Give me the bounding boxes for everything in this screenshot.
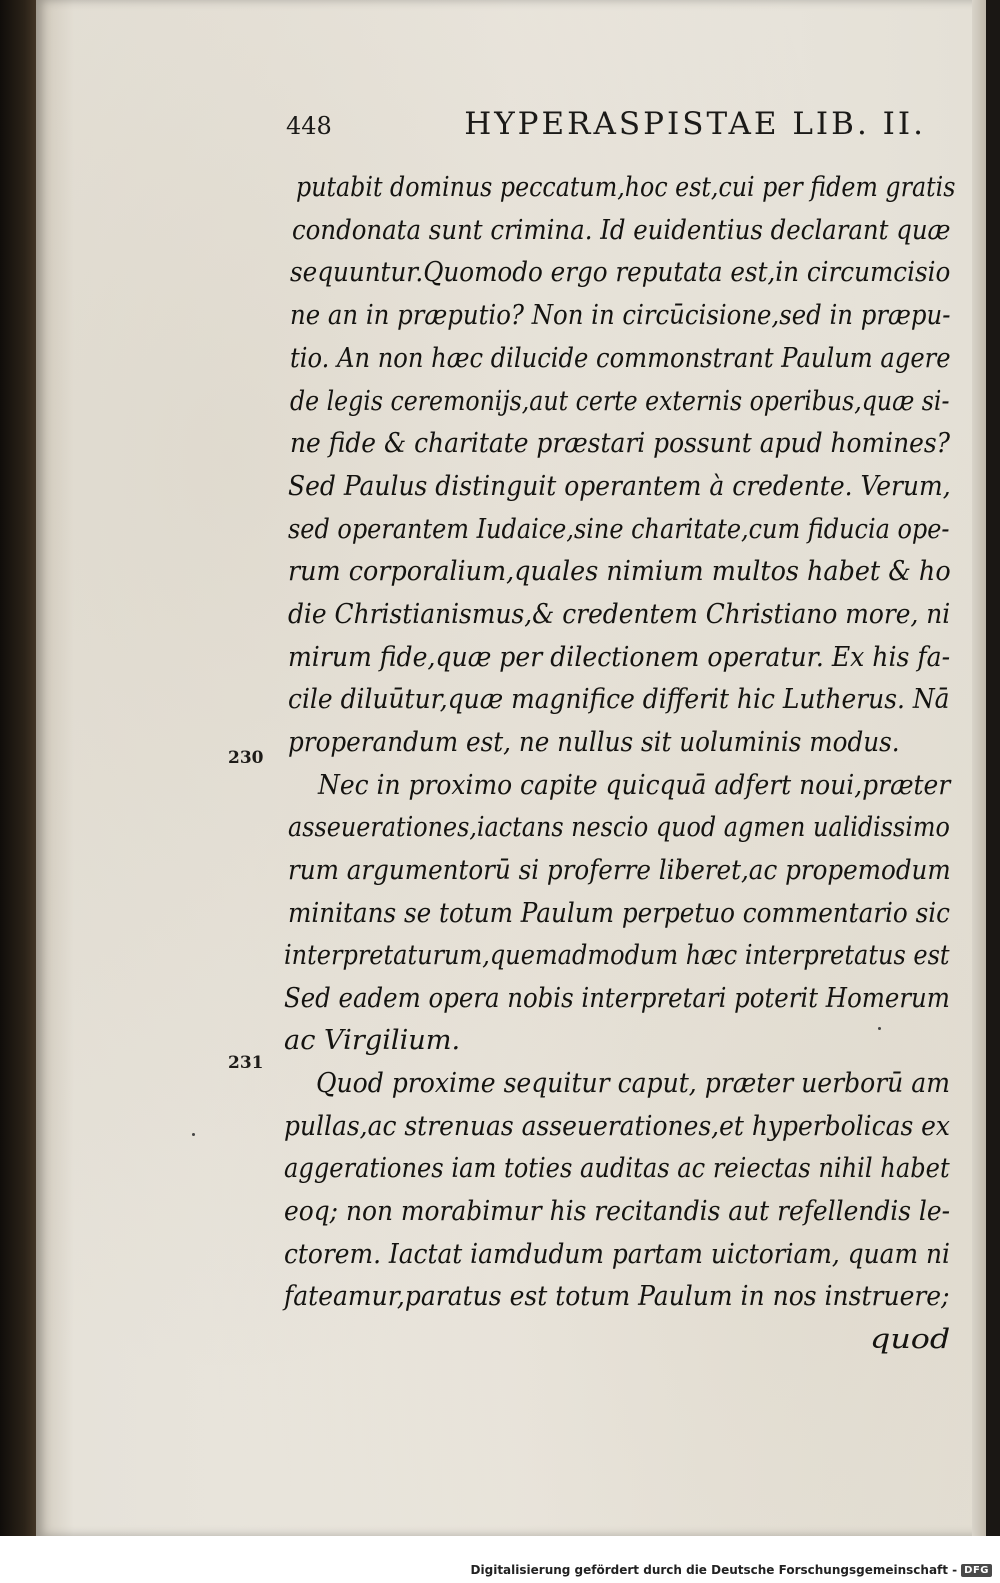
text-line: die Christianismus,& credentem Christiano more, ni	[288, 599, 951, 630]
text-line: Quod proxime sequitur caput, præter uerborū am	[316, 1068, 950, 1099]
text-line: Nec in proximo capite quicquā adfert noui,præter	[318, 770, 951, 801]
page-number: 448	[286, 112, 332, 140]
credit-text: Digitalisierung gefördert durch die Deutsche Forschungsgemeinschaft -	[470, 1563, 958, 1577]
ink-speck	[192, 1133, 195, 1136]
text-line: ne fide & charitate præstari possunt apud homines?	[290, 428, 951, 459]
digitization-credit	[471, 1563, 992, 1577]
text-line: sed operantem Iudaice,sine charitate,cum fiducia ope-	[288, 514, 950, 545]
dfg-logo: DFG	[961, 1564, 992, 1577]
text-line: putabit dominus peccatum,hoc est,cui per fidem gratis	[296, 172, 956, 203]
margin-note-230: 230	[228, 748, 264, 768]
text-line: cile diluūtur,quæ magnifice differit hic Lutherus. Nā	[288, 684, 950, 715]
footer-strip	[0, 1536, 1000, 1583]
running-title: HYPERASPISTAE LIB. II.	[464, 106, 926, 142]
page-edge	[972, 0, 986, 1536]
margin-note-231: 231	[228, 1053, 264, 1073]
text-line: quod	[870, 1324, 951, 1355]
text-line: de legis ceremonijs,aut certe externis operibus,quæ si-	[290, 386, 950, 417]
running-header	[286, 106, 926, 142]
text-line: ne an in præputio? Non in circūcisione,sed in præpu-	[290, 300, 951, 331]
text-line: mirum fide,quæ per dilectionem operatur. Ex his fa-	[288, 642, 951, 673]
text-line: pullas,ac strenuas asseuerationes,et hyperbolicas ex	[284, 1111, 951, 1142]
text-line: ctorem. Iactat iamdudum partam uictoriam, quam ni	[284, 1239, 950, 1270]
text-line: asseuerationes,iactans nescio quod agmen ualidissimo	[288, 812, 950, 843]
text-line: rum argumentorū si proferre liberet,ac propemodum	[288, 855, 951, 886]
ink-speck	[878, 1027, 881, 1030]
text-line: Sed eadem opera nobis interpretari poterit Homerum	[284, 983, 950, 1014]
text-line: aggerationes iam toties auditas ac reiectas nihil habet	[284, 1153, 950, 1184]
text-line: tio. An non hæc dilucide commonstrant Paulum agere	[290, 343, 951, 374]
text-line: properandum est, ne nullus sit uoluminis modus.	[288, 727, 900, 758]
text-line: Sed Paulus distinguit operantem à credente. Verum,	[288, 471, 951, 502]
text-line: minitans se totum Paulum perpetuo commentario sic	[288, 898, 950, 929]
text-line: ac Virgilium.	[284, 1025, 461, 1056]
text-line: fateamur,paratus est totum Paulum in nos instruere;	[284, 1281, 950, 1312]
text-line: interpretaturum,quemadmodum hæc interpretatus est	[284, 940, 950, 971]
text-line: condonata sunt crimina. Id euidentius declarant quæ	[292, 215, 951, 246]
text-line: rum corporalium,quales nimium multos habet & ho	[288, 556, 951, 587]
text-line: eoq; non morabimur his recitandis aut refellendis le-	[284, 1196, 951, 1227]
text-line: sequuntur.Quomodo ergo reputata est,in circumcisio	[290, 257, 951, 288]
scan-left-edge	[0, 0, 40, 1540]
